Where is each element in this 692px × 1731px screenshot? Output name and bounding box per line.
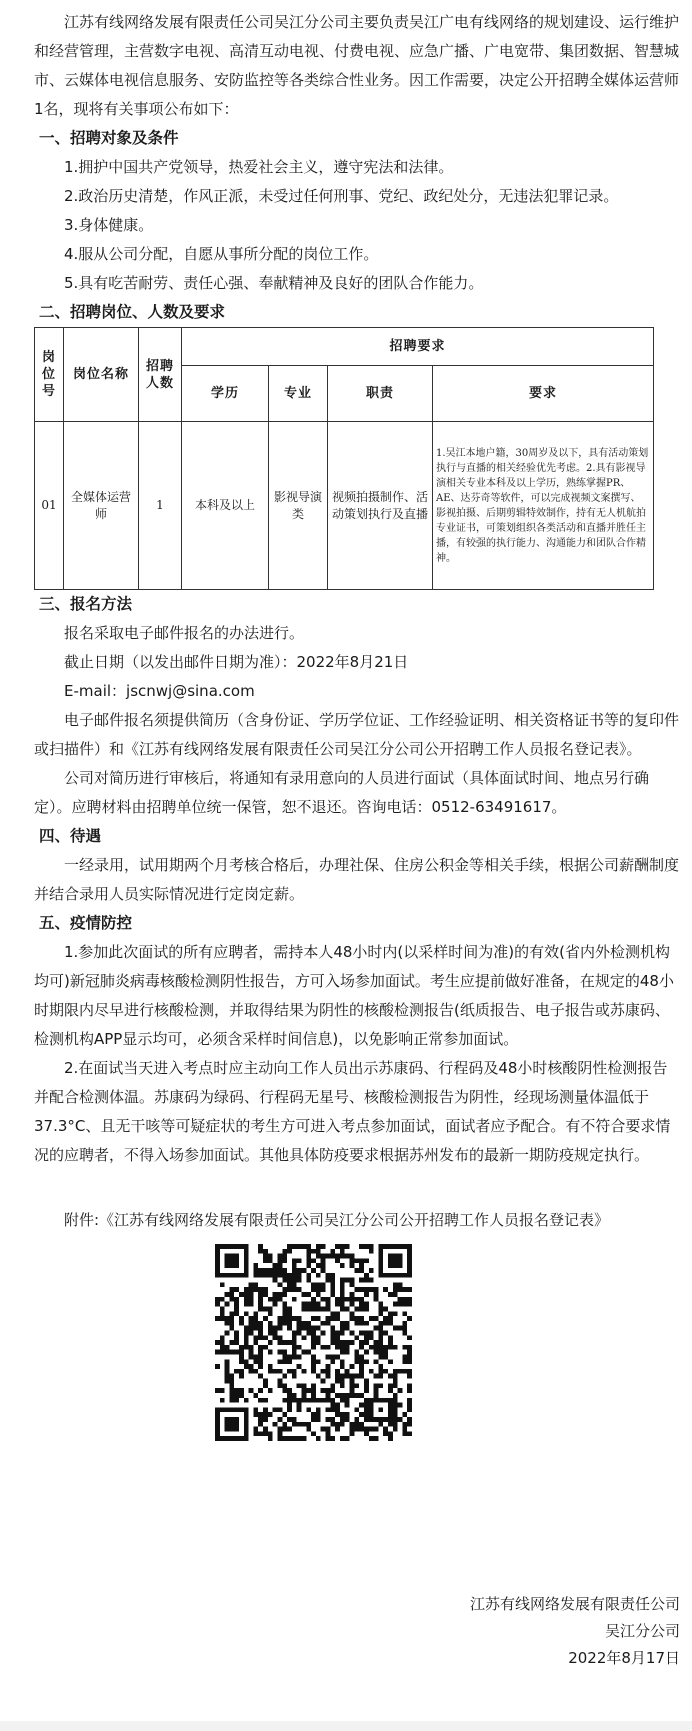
cell-require: 1.吴江本地户籍，30周岁及以下，具有活动策划执行与直播的相关经验优先考虑。2.具有影视导演相关专业本科及以上学历，熟练掌握PR、AE、达芬奇等软件，可以完成视频文案撰写、影视拍摄、后期剪辑特效制作，持有无人机航拍专业证书，可策划组织各类活动和直播并胜任主播，有较强的执行能力、沟通能力和团队合作精神。 <box>433 422 654 590</box>
epidemic-item: 2.在面试当天进入考点时应主动向工作人员出示苏康码、行程码及48小时核酸阴性检测报告并配合检测体温。苏康码为绿码、行程码无星号、核酸检测报告为阴性，经现场测量体温低于37.3°C、且无干咳等可疑症状的考生方可进入考点参加面试，面试者应予配合。有不符合要求情况的应聘者，不得入场参加面试。其他具体防疫要求根据苏州发布的最新一期防疫规定执行。 <box>34 1059 671 1164</box>
header-post-name: 岗位名称 <box>64 328 139 422</box>
materials-paragraph: 电子邮件报名须提供简历（含身份证、学历学位证、工作经验证明、相关资格证书等的复印件或扫描件）和《江苏有线网络发展有限责任公司吴江分公司公开招聘工作人员报名登记表》。 <box>34 711 680 758</box>
apply-method: 报名采取电子邮件报名的办法进行。 <box>64 624 305 642</box>
section4-heading: 四、待遇 <box>39 827 102 845</box>
intro-paragraph: 江苏有线网络发展有限责任公司吴江分公司主要负责吴江广电有线网络的规划建设、运行维护和经营管理，主营数字电视、高清互动电视、付费电视、应急广播、广电宽带、集团数据、智慧城市、云媒体电视信息服务、安防监控等各类综合性业务。因工作需要，决定公开招聘全媒体运营师1名，现将有关事项公布如下： <box>34 13 680 118</box>
section1-heading: 一、招聘对象及条件 <box>39 129 179 147</box>
cell-duty: 视频拍摄制作、活动策划执行及直播 <box>328 422 433 590</box>
qr-code-icon <box>215 1244 412 1441</box>
signature-block <box>470 1591 680 1672</box>
section3-heading: 三、报名方法 <box>39 595 133 613</box>
deadline: 截止日期（以发出邮件日期为准）：2022年8月21日 <box>64 653 409 671</box>
benefits-paragraph: 一经录用，试用期两个月考核合格后，办理社保、住房公积金等相关手续，根据公司薪酬制度并结合录用人员实际情况进行定岗定薪。 <box>34 856 680 903</box>
condition-item: 4.服从公司分配，自愿从事所分配的岗位工作。 <box>64 245 379 263</box>
header-require: 要求 <box>433 366 654 422</box>
condition-item: 5.具有吃苦耐劳、责任心强、奉献精神及良好的团队合作能力。 <box>64 274 484 292</box>
condition-item: 2.政治历史清楚，作风正派，未受过任何刑事、党纪、政纪处分，无违法犯罪记录。 <box>64 187 619 205</box>
email-address[interactable]: E-mail：jscnwj@sina.com <box>64 682 255 700</box>
signature-company: 江苏有线网络发展有限责任公司 <box>469 1595 680 1613</box>
condition-item: 1.拥护中国共产党领导，热爱社会主义，遵守宪法和法律。 <box>64 158 454 176</box>
signature-branch: 吴江分公司 <box>604 1622 680 1640</box>
page-footer-bar <box>0 1721 692 1731</box>
section5-heading: 五、疫情防控 <box>39 914 133 932</box>
cell-count: 1 <box>139 422 182 590</box>
article-body <box>34 8 680 1441</box>
signature-date: 2022年8月17日 <box>568 1649 680 1667</box>
cell-post-name: 全媒体运营师 <box>64 422 139 590</box>
cell-post-no: 01 <box>35 422 64 590</box>
header-post-no: 岗 位 号 <box>35 328 64 422</box>
header-major: 专业 <box>269 366 328 422</box>
header-requirements: 招聘要求 <box>182 328 654 366</box>
recruitment-table <box>34 327 654 590</box>
review-paragraph: 公司对简历进行审核后，将通知有录用意向的人员进行面试（具体面试时间、地点另行确定）。应聘材料由招聘单位统一保管，恕不退还。咨询电话：0512-63491617。 <box>34 769 650 816</box>
cell-education: 本科及以上 <box>182 422 269 590</box>
header-education: 学历 <box>182 366 269 422</box>
condition-item: 3.身体健康。 <box>64 216 154 234</box>
attachment-line[interactable]: 附件:《江苏有线网络发展有限责任公司吴江分公司公开招聘工作人员报名登记表》 <box>64 1211 610 1229</box>
cell-major: 影视导演类 <box>269 422 328 590</box>
epidemic-item: 1.参加此次面试的所有应聘者，需持本人48小时内(以采样时间为准)的有效(省内外检测机构均可)新冠肺炎病毒核酸检测阴性报告，方可入场参加面试。考生应提前做好准备，在规定的48小时期限内尽早进行核酸检测，并取得结果为阴性的核酸检测报告(纸质报告、电子报告或苏康码、检测机构APP显示均可，必须含采样时间信息)，以免影响正常参加面试。 <box>34 943 674 1048</box>
header-duty: 职责 <box>328 366 433 422</box>
section2-heading: 二、招聘岗位、人数及要求 <box>39 303 226 321</box>
header-count: 招聘 人数 <box>139 328 182 422</box>
